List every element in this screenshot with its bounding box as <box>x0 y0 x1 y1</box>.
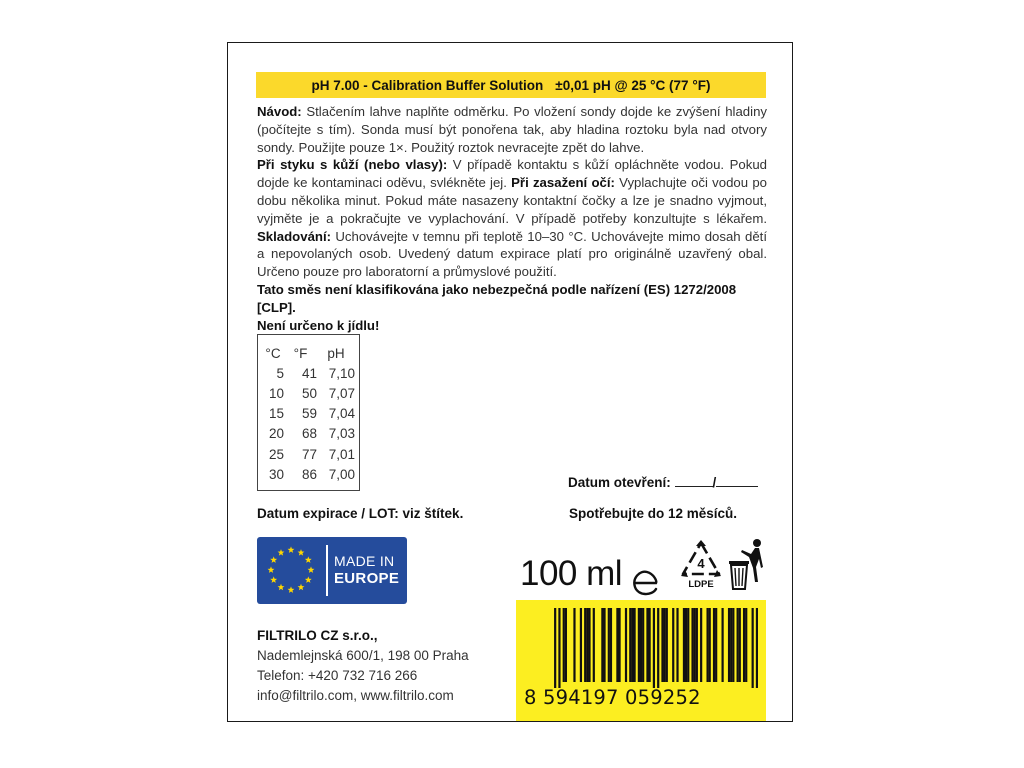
barcode-bar <box>713 608 715 682</box>
eu-star <box>308 566 315 573</box>
barcode-bar <box>610 608 612 682</box>
barcode-bar <box>580 608 582 682</box>
eu-star <box>305 576 312 583</box>
barcode-bar <box>638 608 640 682</box>
date-opened-separator: / <box>712 475 717 490</box>
ph-cell: 7,03 <box>328 426 355 442</box>
eu-star <box>288 586 295 593</box>
eu-star <box>298 549 305 556</box>
table-row <box>262 444 355 464</box>
barcode-bar <box>664 608 666 682</box>
barcode-bar <box>696 608 698 682</box>
barcode-bar <box>683 608 685 682</box>
barcode-bar <box>625 608 627 682</box>
celsius-cell: 5 <box>276 365 284 381</box>
ph-cell: 7,01 <box>328 446 355 462</box>
product-label <box>227 42 793 722</box>
recycling-ldpe-icon <box>680 540 722 590</box>
barcode-bar <box>672 608 674 682</box>
accuracy-spec: ±0,01 pH @ 25 °C (77 °F) <box>555 77 711 93</box>
company-phone: Telefon: +420 732 716 266 <box>257 668 418 683</box>
fahrenheit-cell: 77 <box>301 446 317 462</box>
made-in-europe-badge <box>257 537 407 604</box>
classification-statement: Tato směs není klasifikována jako nebezpečná podle nařízení (ES) 1272/2008 [CLP]. <box>257 281 737 315</box>
eu-star <box>298 584 305 591</box>
barcode-bar <box>642 608 644 682</box>
barcode-bar <box>573 608 575 682</box>
barcode-bar <box>732 608 734 682</box>
company-web: info@filtrilo.com, www.filtrilo.com <box>257 688 454 703</box>
fahrenheit-cell: 68 <box>301 426 317 442</box>
eu-star <box>270 576 277 583</box>
ph-cell: 7,04 <box>328 406 355 422</box>
expiry-lot-note: Datum expirace / LOT: viz štítek. <box>257 506 464 521</box>
eu-star <box>288 546 295 553</box>
ph-cell: 7,07 <box>328 385 355 401</box>
barcode-bar <box>737 608 739 682</box>
barcode-bar <box>657 608 659 688</box>
barcode-bar <box>588 608 590 682</box>
barcode-bar <box>685 608 687 682</box>
eyes-heading: Při zasažení očí: <box>511 175 615 191</box>
estimated-sign-icon <box>630 563 660 599</box>
barcode-bar <box>728 608 730 682</box>
barcode-bar <box>618 608 620 682</box>
barcode-bar <box>666 608 668 682</box>
header-celsius: °C <box>265 345 281 361</box>
table-row <box>262 383 355 403</box>
celsius-cell: 25 <box>268 446 284 462</box>
barcode-bar <box>554 608 556 688</box>
barcode-bar <box>730 608 732 682</box>
barcode-bar <box>558 608 560 688</box>
barcode-bar <box>563 608 565 682</box>
barcode-bar <box>700 608 702 682</box>
company-name: FILTRILO CZ s.r.o., <box>257 628 378 643</box>
barcode-bars <box>524 608 758 688</box>
barcode-bar <box>715 608 717 682</box>
product-title: pH 7.00 - Calibration Buffer Solution <box>311 77 544 93</box>
barcode-bar <box>653 608 655 688</box>
fahrenheit-cell: 50 <box>301 385 317 401</box>
barcode-bar <box>649 608 651 682</box>
product-banner <box>256 72 766 98</box>
barcode-bar <box>631 608 633 682</box>
barcode-bar <box>640 608 642 682</box>
date-opened-blank-month <box>716 473 758 487</box>
eu-stars-icon <box>263 542 319 598</box>
barcode-bar <box>706 608 708 682</box>
skin-heading: Při styku s kůží (nebo vlasy): <box>257 157 448 173</box>
eyes-text: Vyplachujte oči vodou po dobu několika minut. Pokud máte nasazeny kontaktní čočky a lze je snadno vyjmout, vyjměte je a pokračujte ve vyplachování. V případě potřeby konzultujte s lékařem. <box>257 175 767 226</box>
barcode-bar <box>739 608 741 682</box>
barcode-bar <box>743 608 745 682</box>
celsius-cell: 20 <box>268 426 284 442</box>
barcode-bar <box>616 608 618 682</box>
table-row <box>262 424 355 444</box>
barcode-bar <box>722 608 724 682</box>
barcode-bar <box>752 608 754 688</box>
fahrenheit-cell: 59 <box>301 406 317 422</box>
temperature-ph-table <box>257 334 360 491</box>
company-address: Nademlejnská 600/1, 198 00 Praha <box>257 648 469 663</box>
badge-line-made-in: MADE IN <box>334 553 395 569</box>
dispose-in-bin-icon <box>725 537 769 593</box>
barcode-bar <box>687 608 689 682</box>
table-row <box>262 464 355 484</box>
ph-cell: 7,00 <box>328 466 355 482</box>
date-opened-label: Datum otevření: <box>568 475 671 490</box>
skin-text: V případě kontaktu s kůží opláchněte vodou. Pokud dojde ke kontaminaci oděvu, svlékněte jej. <box>257 157 767 191</box>
eu-star <box>278 549 285 556</box>
barcode-bar <box>565 608 567 682</box>
barcode-bar <box>745 608 747 682</box>
navod-text: Stlačením lahve naplňte odměrku. Po vložení sondy dojde ke zvýšení hladiny (počítejte s tím). Sonda musí být ponořena tak, aby hladina roztoku byla nad otvory sondy. Použijte pouze 1×. Použitý roztok nevracejte zpět do lahve. <box>257 104 767 155</box>
barcode-bar <box>593 608 595 682</box>
barcode-bar <box>709 608 711 682</box>
celsius-cell: 15 <box>268 406 284 422</box>
volume-label: 100 ml <box>520 554 623 593</box>
eu-star <box>305 556 312 563</box>
barcode-bar <box>756 608 758 688</box>
ph-cell: 7,10 <box>328 365 355 381</box>
table-row <box>262 404 355 424</box>
celsius-cell: 10 <box>268 385 284 401</box>
celsius-cell: 30 <box>268 466 284 482</box>
barcode-bar <box>691 608 693 682</box>
barcode-digits: 8 594197 059252 <box>524 686 701 709</box>
barcode-bar <box>676 608 678 682</box>
badge-divider <box>326 545 328 596</box>
eu-star <box>278 584 285 591</box>
barcode-bar <box>694 608 696 682</box>
barcode-bar <box>646 608 648 682</box>
badge-line-europe: EUROPE <box>334 570 400 587</box>
storage-heading: Skladování: <box>257 228 332 244</box>
barcode-bar <box>633 608 635 682</box>
header-fahrenheit: °F <box>293 345 308 361</box>
use-within-note: Spotřebujte do 12 měsíců. <box>569 506 738 521</box>
fahrenheit-cell: 86 <box>301 466 317 482</box>
not-food-warning: Není určeno k jídlu! <box>257 317 380 333</box>
fahrenheit-cell: 41 <box>301 365 317 381</box>
recycling-material: LDPE <box>688 579 714 590</box>
date-opened-field <box>568 473 758 490</box>
navod-heading: Návod: <box>257 104 302 119</box>
date-opened-blank-day <box>675 473 713 487</box>
barcode-bar <box>584 608 586 682</box>
storage-text: Uchovávejte v temnu při teplotě 10–30 °C. Uchovávejte mimo dosah dětí a nepovolaných osob. Uvedený datum expirace platí pro originálně uzavřený obal. Určeno pouze pro laboratorní a průmyslové použití. <box>257 228 767 280</box>
barcode-bar <box>661 608 663 682</box>
table-header-row <box>262 343 355 363</box>
instructions-text <box>257 103 767 334</box>
eu-star <box>268 566 275 573</box>
barcode-bar <box>586 608 588 682</box>
table-row <box>262 363 355 383</box>
recycling-code: 4 <box>697 556 705 571</box>
barcode <box>516 600 766 721</box>
barcode-bar <box>608 608 610 682</box>
barcode-bar <box>603 608 605 682</box>
barcode-bar <box>629 608 631 682</box>
header-ph: pH <box>327 345 345 361</box>
barcode-bar <box>601 608 603 682</box>
company-info <box>257 626 469 706</box>
eu-star <box>270 556 277 563</box>
